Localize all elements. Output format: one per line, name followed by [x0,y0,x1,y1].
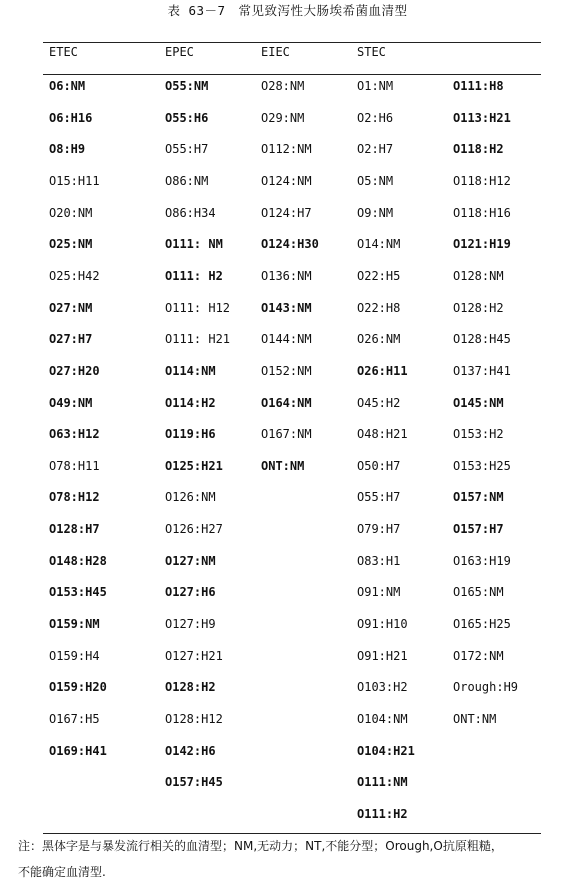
table-header-rule [43,74,541,75]
serotype-cell: O144:NM [261,332,312,347]
serotype-cell: O45:H2 [357,395,401,410]
serotype-cell: O25:H42 [49,268,100,283]
serotype-cell: O165:H25 [453,617,511,632]
serotype-cell: O148:H28 [49,553,107,568]
table-note-line-2: 不能确定血清型. [18,865,106,879]
table-top-rule [43,42,541,43]
serotype-cell: O127:H6 [165,585,216,600]
serotype-cell: O27:NM [49,300,93,315]
column-header: EPEC [165,45,194,59]
serotype-cell: O55:H7 [165,142,209,157]
serotype-cell: O153:H2 [453,427,504,442]
serotype-cell: O169:H41 [49,743,107,758]
serotype-cell: O55:NM [165,79,209,93]
serotype-cell: O63:H12 [49,427,100,442]
serotype-cell: O27:H7 [49,332,93,347]
serotype-cell: O91:H10 [357,617,408,632]
serotype-cell: O86:H34 [165,205,216,220]
serotype-cell: O111: H2 [165,268,223,283]
serotype-cell: O14:NM [357,237,401,252]
serotype-cell: O121:H19 [453,237,511,252]
serotype-cell: O159:H20 [49,680,107,695]
serotype-cell: O55:H6 [165,110,209,125]
serotype-cell: O86:NM [165,173,209,188]
serotype-cell: O167:NM [261,427,312,442]
serotype-cell: O28:NM [261,79,305,93]
serotype-cell: O142:H6 [165,743,216,758]
serotype-cell: O128:H2 [165,680,216,695]
serotype-cell: O25:NM [49,237,93,252]
serotype-cell: O172:NM [453,648,504,663]
serotype-cell: O48:H21 [357,427,408,442]
serotype-cell: O79:H7 [357,522,401,537]
serotype-cell: O118:H2 [453,142,504,157]
serotype-cell: O111:NM [357,775,408,790]
serotype-cell: O6:NM [49,79,86,93]
serotype-cell: O22:H8 [357,300,401,315]
table-title: 表 63－7 常见致泻性大肠埃希菌血清型 [167,3,408,18]
serotype-cell: O124:H30 [261,237,319,252]
serotype-cell: O113:H21 [453,110,511,125]
serotype-cell: O118:H12 [453,173,511,188]
serotype-cell: O143:NM [261,300,312,315]
serotype-cell: O136:NM [261,268,312,283]
serotype-cell: O29:NM [261,110,305,125]
serotype-cell: O2:H7 [357,142,394,157]
serotype-cell: O111:H2 [357,806,408,821]
serotype-cell: O8:H9 [49,142,86,157]
column-header: STEC [357,45,386,59]
serotype-cell: O137:H41 [453,363,511,378]
serotype-cell: O114:NM [165,363,216,378]
serotype-cell: O26:NM [357,332,401,347]
serotype-cell: O114:H2 [165,395,216,410]
serotype-cell: O128:H45 [453,332,511,347]
serotype-cell: O111: H21 [165,332,231,347]
serotype-cell: O127:H9 [165,617,216,632]
serotype-cell: O126:NM [165,490,216,505]
serotype-cell: O103:H2 [357,680,408,695]
serotype-cell: O1:NM [357,79,394,93]
serotype-cell: O6:H16 [49,110,93,125]
column-header: ETEC [49,45,78,59]
serotype-cell: O124:H7 [261,205,312,220]
serotype-cell: O50:H7 [357,458,401,473]
serotype-cell: Orough:H9 [453,680,519,695]
serotype-cell: O119:H6 [165,427,216,442]
serotype-cell: O111: H12 [165,300,231,315]
column-header: EIEC [261,45,290,59]
serotype-cell: O9:NM [357,205,394,220]
serotype-cell: O118:H16 [453,205,511,220]
serotype-cell: O112:NM [261,142,312,157]
serotype-cell: O20:NM [49,205,93,220]
serotype-cell: O125:H21 [165,458,223,473]
serotype-cell: O127:H21 [165,648,223,663]
serotype-cell: O128:H12 [165,712,223,726]
serotype-cell: O15:H11 [49,173,100,188]
serotype-cell: O78:H12 [49,490,100,505]
serotype-cell: O163:H19 [453,553,511,568]
serotype-cell: O157:NM [453,490,504,505]
serotype-cell: O124:NM [261,173,312,188]
serotype-cell: O127:NM [165,553,216,568]
serotype-cell: O5:NM [357,173,394,188]
serotype-cell: O104:H21 [357,743,415,758]
serotype-cell: O27:H20 [49,363,100,378]
serotype-cell: O165:NM [453,585,504,600]
serotype-cell: O159:NM [49,617,100,632]
serotype-cell: O153:H45 [49,585,107,600]
serotype-cell: O83:H1 [357,553,401,568]
serotype-cell: O55:H7 [357,490,401,505]
serotype-cell: O159:H4 [49,648,100,663]
serotype-cell: O126:H27 [165,522,223,537]
serotype-cell: O128:NM [453,268,504,283]
serotype-cell: O157:H7 [453,522,504,537]
serotype-cell: O157:H45 [165,775,223,790]
serotype-cell: O91:NM [357,585,401,600]
serotype-cell: O153:H25 [453,458,511,473]
serotype-cell: O2:H6 [357,110,394,125]
serotype-cell: O111:H8 [453,79,504,93]
serotype-cell: O167:H5 [49,712,100,726]
serotype-cell: ONT:NM [261,458,305,473]
serotype-cell: O104:NM [357,712,408,726]
serotype-cell: O145:NM [453,395,504,410]
serotype-cell: O128:H7 [49,522,100,537]
serotype-cell: O164:NM [261,395,312,410]
serotype-cell: O111: NM [165,237,223,252]
serotype-cell: O22:H5 [357,268,401,283]
serotype-cell: ONT:NM [453,712,497,726]
serotype-cell: O49:NM [49,395,93,410]
serotype-cell: O78:H11 [49,458,100,473]
serotype-cell: O152:NM [261,363,312,378]
serotype-cell: O128:H2 [453,300,504,315]
table-note-line-1: 注：黑体字是与暴发流行相关的血清型；NM,无动力；NT,不能分型；Orough,O抗原粗糙， [18,839,503,853]
serotype-cell: O26:H11 [357,363,408,378]
serotype-cell: O91:H21 [357,648,408,663]
